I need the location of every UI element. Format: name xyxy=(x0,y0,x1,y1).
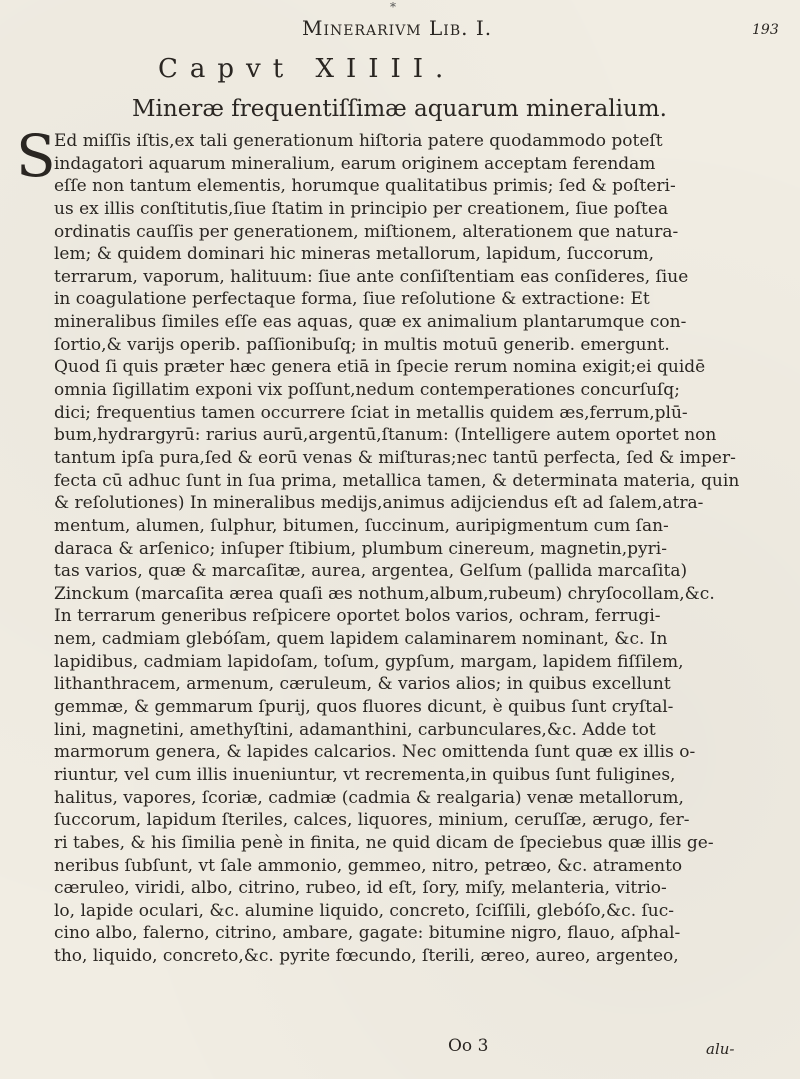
chapter-title: Mineræ frequentiſſimæ aquarum mineralium. xyxy=(132,96,667,122)
text-line: mentum, alumen, ſulphur, bitumen, ſuccinum, auripigmentum cum ſan- xyxy=(54,515,669,536)
body-text xyxy=(54,130,766,968)
text-line: bum,hydrargyrū: rarius aurū,argentū,ſtanum: (Intelligere autem oportet non xyxy=(54,425,717,446)
running-head: Minerarivm Lib. I. xyxy=(302,16,493,40)
text-line: dici; frequentius tamen occurrere ſciat in metallis quidem æs,ferrum,plū- xyxy=(54,402,688,423)
text-line: lem; & quidem dominari hic mineras metallorum, lapidum, ſuccorum, xyxy=(54,244,655,265)
text-line: lo, lapide oculari, &c. alumine liquido, concreto, ſciſſili, glebóſo,&c. ſuc- xyxy=(54,900,675,921)
text-line: cæruleo, viridi, albo, citrino, rubeo, id eſt, ſory, miſy, melanteria, vitrio- xyxy=(54,878,667,899)
chapter-heading: Capvt XIIII. xyxy=(158,54,456,84)
text-line: Zinckum (marcaſita ærea quaſi æs nothum,album,rubeum) chryſocollam,&c. xyxy=(54,583,715,604)
text-line: neribus ſubſunt, vt ſale ammonio, gemmeo, nitro, petræo, &c. atramento xyxy=(54,855,683,876)
text-line: In terrarum generibus reſpicere oportet bolos varios, ochram, ferrugi- xyxy=(54,606,661,627)
text-line: tantum ipſa pura,ſed & eorū venas & miſturas;nec tantū perfecta, ſed & imper- xyxy=(54,447,736,468)
page-number: 193 xyxy=(752,22,779,38)
text-line: tho, liquido, concreto,&c. pyrite fœcundo, ſterili, æreo, aureo, argenteo, xyxy=(54,946,679,967)
drop-cap: S xyxy=(16,122,56,190)
text-line: ri tabes, & his ſimilia penè in finita, ne quid dicam de ſpeciebus quæ illis ge- xyxy=(54,832,714,853)
text-line: Quod ſi quis præter hæc genera etiā in ſpecie rerum nomina exigit;ei quidē xyxy=(54,357,706,378)
text-line: omnia ſigillatim exponi vix poſſunt,nedum contemperationes concurſuſq; xyxy=(54,380,680,401)
header-mark: * xyxy=(390,0,396,14)
text-line: tas varios, quæ & marcaſitæ, aurea, argentea, Gelſum (pallida marcaſita) xyxy=(54,561,688,582)
text-line: & reſolutiones) In mineralibus medijs,animus adijciendus eſt ad ſalem,atra- xyxy=(54,493,704,514)
text-line: eſſe non tantum elementis, horumque qualitatibus primis; ſed & poſteri- xyxy=(54,176,676,197)
text-line: ſortio,& varijs operib. paſſionibuſq; in multis motuū generib. emergunt. xyxy=(54,334,670,355)
text-line: halitus, vapores, ſcoriæ, cadmiæ (cadmia & realgaria) venæ metallorum, xyxy=(54,787,684,808)
catchword: alu- xyxy=(706,1040,735,1058)
text-line: terrarum, vaporum, halituum: ſiue ante conſiſtentiam eas conſideres, ſiue xyxy=(54,266,689,287)
text-line: lithanthracem, armenum, cæruleum, & varios alios; in quibus excellunt xyxy=(54,674,671,695)
text-line: cino albo, falerno, citrino, ambare, gagate: bitumine nigro, flauo, aſphal- xyxy=(54,923,681,944)
text-line: gemmæ, & gemmarum ſpurij, quos fluores dicunt, è quibus ſunt cryſtal- xyxy=(54,697,674,718)
text-line: Ed miſſis iſtis,ex tali generationum hiſtoria patere quodammodo poteſt xyxy=(54,131,663,151)
text-line: riuntur, vel cum illis inueniuntur, vt recrementa,in quibus ſunt fuligines, xyxy=(54,764,676,785)
text-line: fecta cū adhuc ſunt in ſua prima, metallica tamen, & determinata materia, quin xyxy=(54,470,740,491)
signature-mark: Oo 3 xyxy=(448,1036,489,1056)
text-line: ſuccorum, lapidum ſteriles, calces, liquores, minium, ceruſſæ, ærugo, fer- xyxy=(54,810,690,831)
text-line: nem, cadmiam glebóſam, quem lapidem calaminarem nominant, &c. In xyxy=(54,629,668,650)
text-line: indagatori aquarum mineralium, earum originem acceptam ferendam xyxy=(54,153,656,174)
text-line: us ex illis conſtitutis,ſiue ſtatim in principio per creationem, ſiue poſtea xyxy=(54,198,669,219)
text-line: lini, magnetini, amethyſtini, adamanthini, carbunculares,&c. Adde tot xyxy=(54,719,656,740)
text-line: lapidibus, cadmiam lapidoſam, toſum, gypſum, margam, lapidem fiſſilem, xyxy=(54,651,684,672)
text-line: ordinatis cauſſis per generationem, miſtionem, alterationem que natura- xyxy=(54,221,679,242)
text-line: mineralibus ſimiles eſſe eas aquas, quæ ex animalium plantarumque con- xyxy=(54,312,687,333)
text-line: in coagulatione perfectaque forma, ſiue reſolutione & extractione: Et xyxy=(54,289,650,310)
text-line: daraca & arſenico; inſuper ſtibium, plumbum cinereum, magnetin,pyri- xyxy=(54,538,667,559)
text-line: marmorum genera, & lapides calcarios. Nec omittenda ſunt quæ ex illis o- xyxy=(54,742,696,763)
